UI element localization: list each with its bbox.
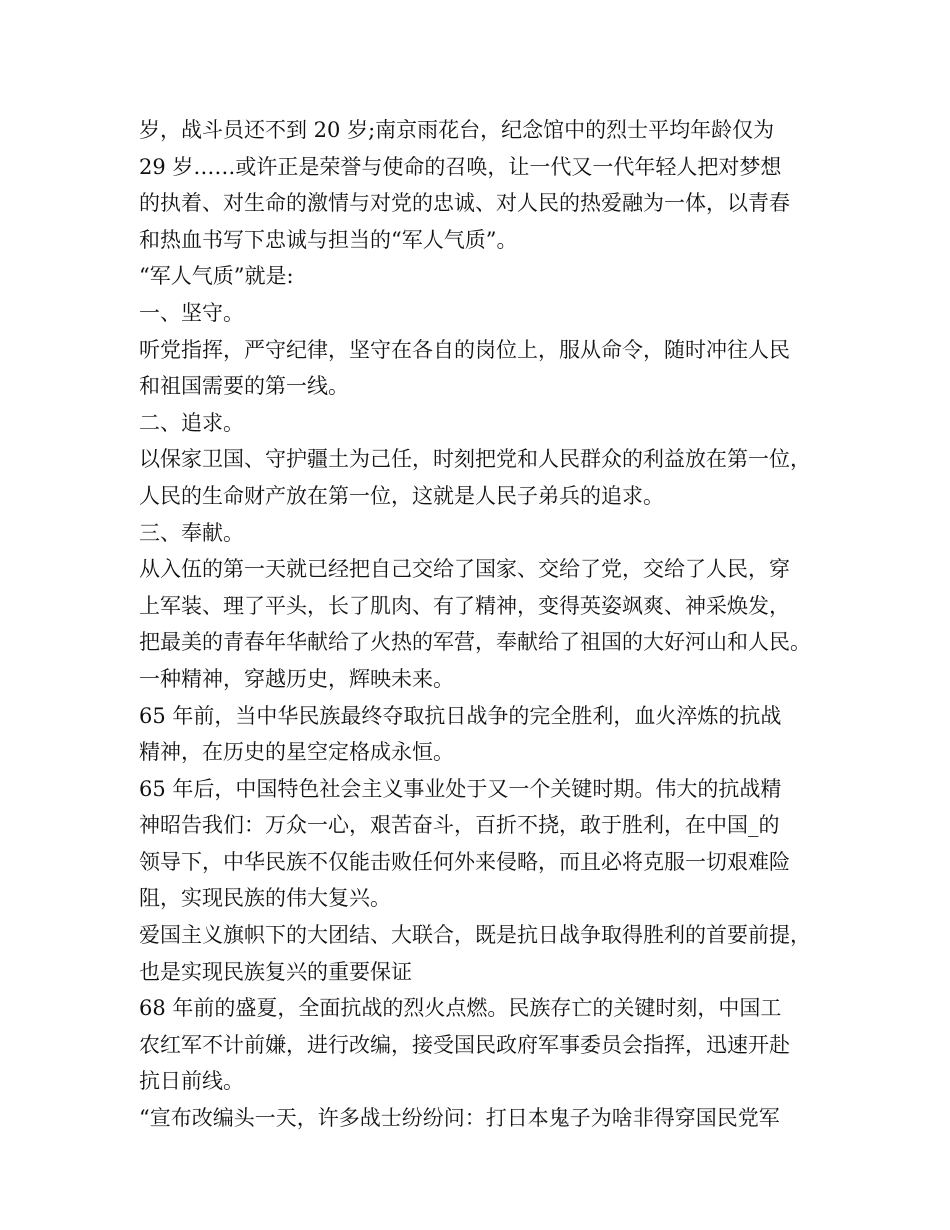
text-line: 和热血书写下忠诚与担当的“军人气质”。 — [139, 227, 518, 252]
document-body — [139, 112, 819, 1137]
text-line: 29 岁……或许正是荣誉与使命的召唤，让一代又一代年轻人把对梦想 — [139, 154, 782, 179]
text-line: 岁，战斗员还不到 20 岁;南京雨花台，纪念馆中的烈士平均年龄仅为 — [139, 118, 775, 142]
text-line: 领导下，中华民族不仅能击败任何外来侵略，而且必将克服一切艰难险 — [139, 849, 790, 874]
text-line: 和祖国需要的第一线。 — [139, 374, 349, 399]
text-line: 爱国主义旗帜下的大团结、大联合，既是抗日战争取得胜利的首要前提， — [139, 923, 811, 948]
text-line: 一种精神，穿越历史，辉映未来。 — [139, 666, 454, 691]
text-line: 把最美的青春年华献给了火热的军营，奉献给了祖国的大好河山和人民。 — [139, 630, 811, 655]
text-line: 阻，实现民族的伟大复兴。 — [139, 886, 391, 911]
text-line: “宣布改编头一天，许多战士纷纷问：打日本鬼子为啥非得穿国民党军 — [139, 1106, 780, 1131]
text-line: 65 年后，中国特色社会主义事业处于又一个关键时期。伟大的抗战精 — [139, 776, 782, 801]
text-line: 65 年前，当中华民族最终夺取抗日战争的完全胜利，血火淬炼的抗战 — [139, 703, 782, 728]
text-line: 的执着、对生命的激情与对党的忠诚、对人民的热爱融为一体，以青春 — [139, 191, 790, 216]
text-line: 以保家卫国、守护疆土为己任，时刻把党和人民群众的利益放在第一位， — [139, 447, 811, 472]
text-line: 上军装、理了平头，长了肌肉、有了精神，变得英姿飒爽、神采焕发， — [139, 593, 790, 618]
text-line: 农红军不计前嫌，进行改编，接受国民政府军事委员会指挥，迅速开赴 — [139, 1032, 790, 1057]
text-line: 抗日前线。 — [139, 1069, 244, 1094]
text-line: 听党指挥，严守纪律，坚守在各自的岗位上，服从命令，随时冲往人民 — [139, 337, 790, 362]
text-line: “军人气质”就是: — [139, 264, 294, 289]
text-line: 从入伍的第一天就已经把自己交给了国家、交给了党，交给了人民，穿 — [139, 557, 790, 582]
text-line: 68 年前的盛夏，全面抗战的烈火点燃。民族存亡的关键时刻，中国工 — [139, 996, 782, 1021]
section-heading: 一、坚守。 — [139, 300, 244, 325]
text-line: 人民的生命财产放在第一位，这就是人民子弟兵的追求。 — [139, 483, 664, 508]
text-line: 精神，在历史的星空定格成永恒。 — [139, 740, 454, 765]
section-heading: 二、追求。 — [139, 410, 244, 435]
section-heading: 三、奉献。 — [139, 520, 244, 545]
text-line: 也是实现民族复兴的重要保证 — [139, 959, 412, 984]
text-line: 神昭告我们：万众一心，艰苦奋斗，百折不挠，敢于胜利，在中国_的 — [139, 813, 780, 838]
